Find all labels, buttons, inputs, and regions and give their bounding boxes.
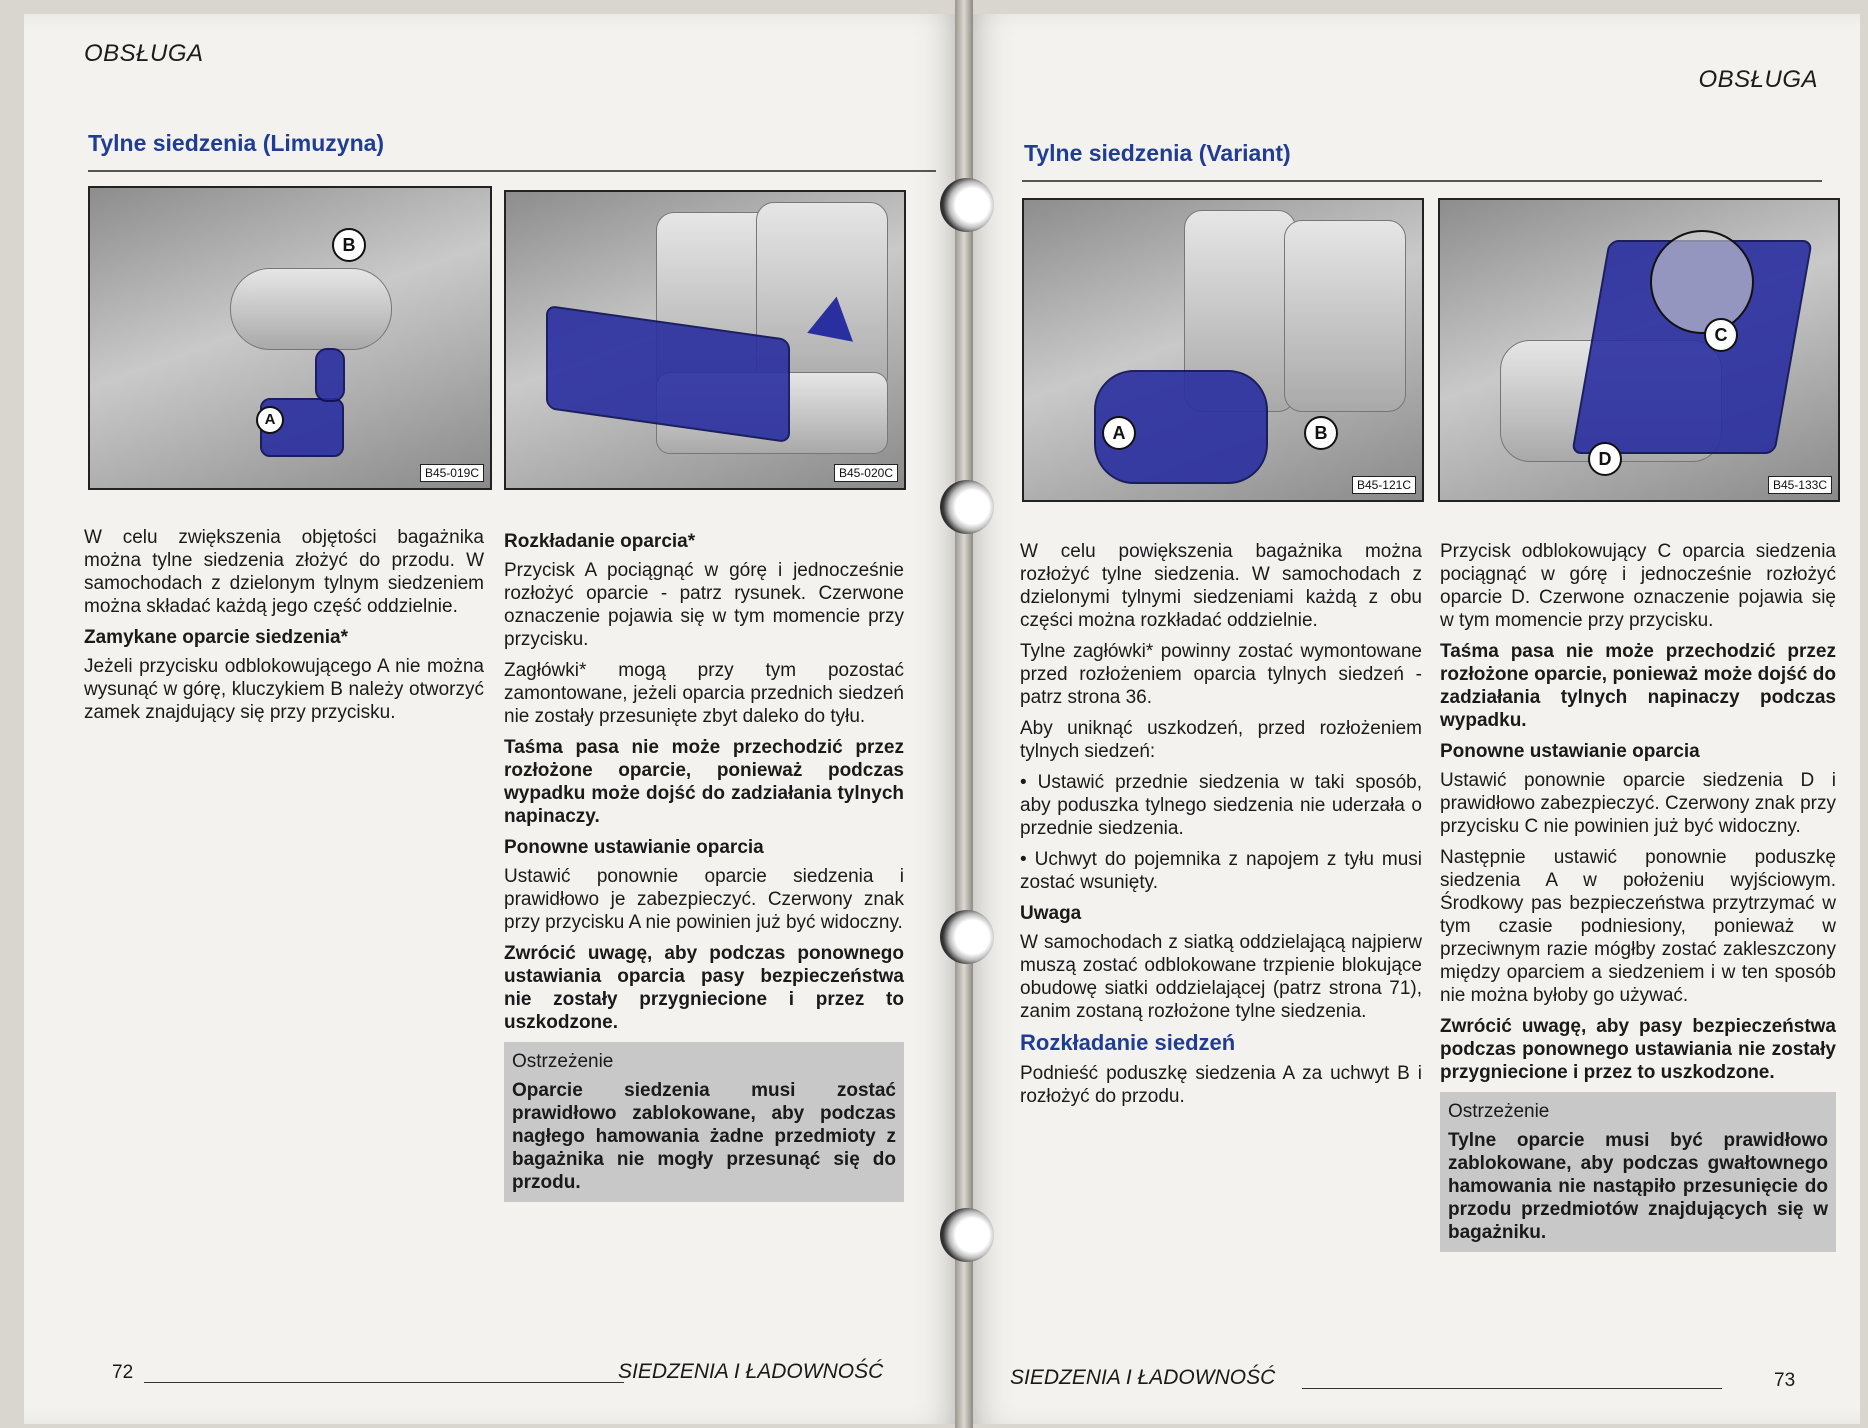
figure-code: B45-121C <box>1352 476 1416 494</box>
section-heading: Rozkładanie siedzeń <box>1020 1030 1236 1055</box>
right-column-2 <box>1440 540 1836 1252</box>
page-footer: SIEDZENIA I ŁADOWNOŚĆ <box>1010 1366 1276 1389</box>
figure-label-d: D <box>1588 442 1622 476</box>
figure-label-c: C <box>1704 318 1738 352</box>
key-shape <box>315 348 345 402</box>
page-number: 72 <box>112 1362 134 1383</box>
figure-code: B45-019C <box>420 464 484 482</box>
right-page <box>964 14 1860 1424</box>
seat-back-right <box>1284 220 1406 412</box>
figure-label-b: B <box>1304 416 1338 450</box>
figure-code: B45-133C <box>1768 476 1832 494</box>
bold-paragraph: Zwrócić uwagę, aby pasy bezpieczeństwa podczas ponownego ustawiania nie zostały przygniecione i przez to uszkodzone. <box>1440 1016 1836 1083</box>
warning-title: Ostrzeżenie <box>512 1051 614 1072</box>
paragraph: Jeżeli przycisku odblokowującego A nie można wysunąć w górę, kluczykiem B należy otworzyć zamek znajdujący się przy przycisku. <box>84 656 484 723</box>
left-title-rule <box>88 170 936 172</box>
figure-label-a: A <box>256 406 284 434</box>
subheading: Zamykane oparcie siedzenia* <box>84 627 349 648</box>
left-page <box>24 14 964 1424</box>
left-column-1 <box>84 526 484 732</box>
footer-rule <box>1302 1388 1722 1389</box>
page-footer: SIEDZENIA I ŁADOWNOŚĆ <box>618 1360 884 1383</box>
figure-b45-133c <box>1438 198 1840 502</box>
paragraph: Ustawić ponownie oparcie siedzenia D i prawidłowo zabezpieczyć. Czerwony znak przy przycisku C nie powinien już być widoczny. <box>1440 770 1836 837</box>
subheading: Uwaga <box>1020 903 1082 924</box>
right-page-title: Tylne siedzenia (Variant) <box>1024 140 1291 166</box>
paragraph: Tylne zagłówki* powinny zostać wymontowane przed rozłożeniem oparcia tylnych siedzeń - patrz strona 36. <box>1020 641 1422 708</box>
left-column-2 <box>504 526 904 1202</box>
subheading: Rozkładanie oparcia* <box>504 531 696 552</box>
paragraph: Aby uniknąć uszkodzeń, przed rozłożeniem tylnych siedzeń: <box>1020 718 1422 762</box>
right-page-header: OBSŁUGA <box>1698 66 1818 93</box>
warning-text: Tylne oparcie musi być prawidłowo zablokowane, aby podczas gwałtownego hamowania nie nastąpiło przesunięcie do przodu przedmiotów znajdujących się w bagażniku. <box>1448 1130 1828 1243</box>
left-page-header: OBSŁUGA <box>84 40 204 67</box>
binder-ring-icon <box>940 480 994 534</box>
warning-title: Ostrzeżenie <box>1448 1101 1550 1122</box>
figure-label-a: A <box>1102 416 1136 450</box>
right-title-rule <box>1022 180 1822 182</box>
bullet-text: Ustawić przednie siedzenia w taki sposób, aby poduszka tylnego siedzenia nie uderzała o przednie siedzenia. <box>1020 772 1422 839</box>
footer-rule <box>144 1382 624 1383</box>
bullet-text: Uchwyt do pojemnika z napojem z tyłu musi zostać wsunięty. <box>1020 849 1422 893</box>
paragraph: W celu powiększenia bagażnika można rozłożyć tylne siedzenia. W samochodach z dzielonymi tylnymi siedzeniami każdą z obu części można rozkładać oddzielnie. <box>1020 541 1422 631</box>
lock-housing <box>230 268 392 350</box>
paragraph: W samochodach z siatką oddzielającą najpierw muszą zostać odblokowane trzpienie blokujące obudowę siatki oddzielającej (patrz strona 71), zanim zostaną rozłożone tylne siedzenia. <box>1020 932 1422 1022</box>
binder-ring-icon <box>940 178 994 232</box>
paragraph: Zagłówki* mogą przy tym pozostać zamontowane, jeżeli oparcia przednich siedzeń nie zostały przesunięte zbyt daleko do tyłu. <box>504 660 904 727</box>
right-column-1 <box>1020 540 1422 1116</box>
bold-paragraph: Zwrócić uwagę, aby podczas ponownego ustawiania oparcia pasy bezpieczeństwa nie zostały przygniecione i przez to uszkodzone. <box>504 943 904 1033</box>
binder-ring-icon <box>940 1208 994 1262</box>
warning-box <box>1440 1092 1836 1252</box>
figure-b45-019c <box>88 186 492 490</box>
bullet-item: • Ustawić przednie siedzenia w taki sposób, aby poduszka tylnego siedzenia nie uderzała o przednie siedzenia. <box>1020 772 1422 839</box>
warning-box <box>504 1042 904 1202</box>
subheading: Ponowne ustawianie oparcia <box>1440 741 1700 762</box>
warning-text: Oparcie siedzenia musi zostać prawidłowo zablokowane, aby podczas nagłego hamowania żadne przedmioty z bagażnika nie mogły przesunąć się do przodu. <box>512 1080 896 1193</box>
bold-paragraph: Taśma pasa nie może przechodzić przez rozłożone oparcie, ponieważ podczas wypadku może dojść do zadziałania tylnych napinaczy. <box>504 737 904 827</box>
left-page-title: Tylne siedzenia (Limuzyna) <box>88 130 385 156</box>
paragraph: Przycisk odblokowujący C oparcia siedzenia pociągnąć w górę i jednocześnie rozłożyć oparcie D. Czerwone oznaczenie pojawia się w tym momencie przy przycisku. <box>1440 541 1836 631</box>
paragraph: Następnie ustawić ponownie poduszkę siedzenia A w położeniu wyjściowym. Środkowy pas bezpieczeństwa przytrzymać w tym czasie podniesiony, ponieważ w przeciwnym razie mógłby zostać zakleszczony między oparciem a siedzeniem i w ten sposób nie można byłoby go używać. <box>1440 847 1836 1006</box>
figure-b45-121c <box>1022 198 1424 502</box>
page-number: 73 <box>1774 1370 1796 1391</box>
bold-paragraph: Taśma pasa nie może przechodzić przez rozłożone oparcie, ponieważ może dojść do zadziałania tylnych napinaczy podczas wypadku. <box>1440 641 1836 731</box>
bullet-item: • Uchwyt do pojemnika z napojem z tyłu musi zostać wsunięty. <box>1020 849 1422 893</box>
binder-ring-icon <box>940 910 994 964</box>
paragraph: Ustawić ponownie oparcie siedzenia i prawidłowo je zabezpieczyć. Czerwony znak przy przycisku A nie powinien już być widoczny. <box>504 866 904 933</box>
paragraph: Przycisk A pociągnąć w górę i jednocześnie rozłożyć oparcie - patrz rysunek. Czerwone oznaczenie pojawia się w tym momencie przy przycisku. <box>504 560 904 650</box>
button-magnifier <box>1650 230 1754 334</box>
figure-code: B45-020C <box>834 464 898 482</box>
paragraph: Podnieść poduszkę siedzenia A za uchwyt B i rozłożyć do przodu. <box>1020 1063 1422 1107</box>
subheading: Ponowne ustawianie oparcia <box>504 837 764 858</box>
paragraph: W celu zwiększenia objętości bagażnika można tylne siedzenia złożyć do przodu. W samochodach z dzielonym tylnym siedzeniem można składać każdą jego część oddzielnie. <box>84 527 484 617</box>
figure-label-b: B <box>332 228 366 262</box>
figure-b45-020c <box>504 190 906 490</box>
